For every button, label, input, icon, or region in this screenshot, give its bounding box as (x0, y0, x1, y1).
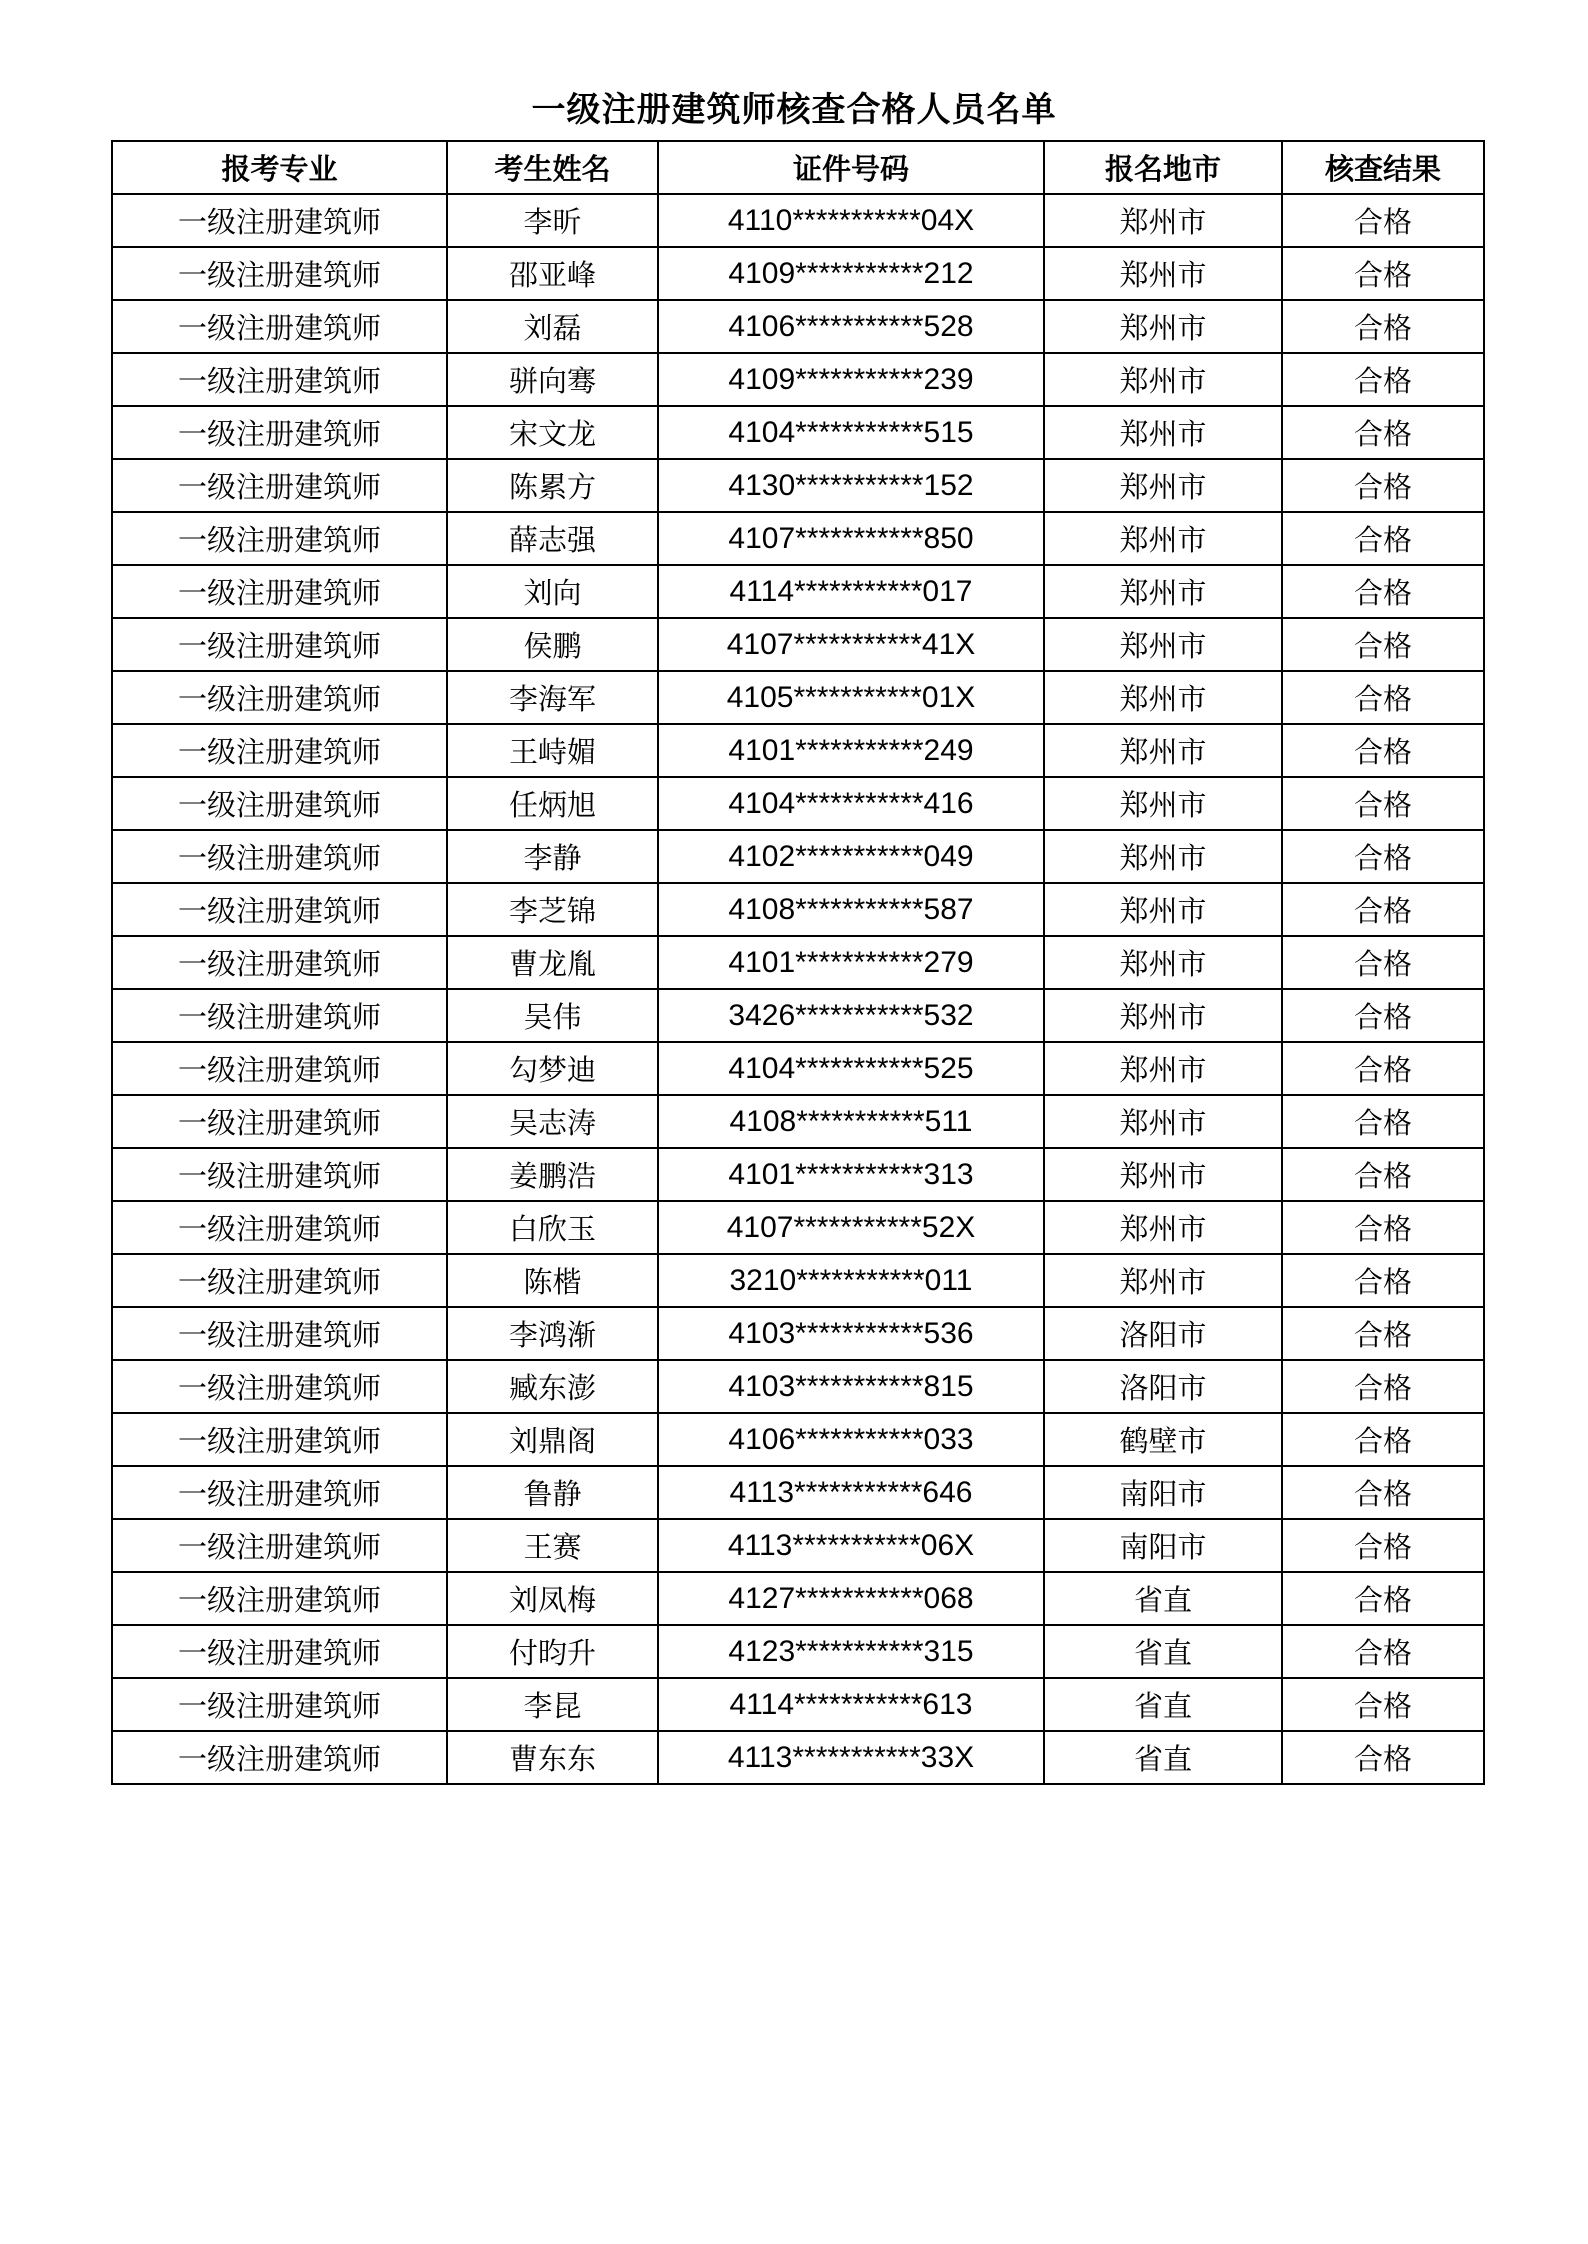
candidate-name-cell: 曹东东 (447, 1731, 658, 1784)
specialty-cell: 一级注册建筑师 (112, 671, 447, 724)
city-cell: 郑州市 (1044, 194, 1282, 247)
candidate-name-cell: 姜鹏浩 (447, 1148, 658, 1201)
candidate-name-cell: 吴志涛 (447, 1095, 658, 1148)
candidate-name-cell: 鲁静 (447, 1466, 658, 1519)
result-cell: 合格 (1282, 353, 1484, 406)
candidate-name-cell: 刘凤梅 (447, 1572, 658, 1625)
specialty-cell: 一级注册建筑师 (112, 300, 447, 353)
result-cell: 合格 (1282, 1413, 1484, 1466)
table-row (112, 1042, 1484, 1095)
specialty-cell: 一级注册建筑师 (112, 1254, 447, 1307)
table-row (112, 1254, 1484, 1307)
table-row (112, 1572, 1484, 1625)
specialty-cell: 一级注册建筑师 (112, 989, 447, 1042)
id-number-cell: 4101***********313 (658, 1148, 1044, 1201)
specialty-cell: 一级注册建筑师 (112, 565, 447, 618)
candidate-name-cell: 王峙媚 (447, 724, 658, 777)
id-number-cell: 4113***********646 (658, 1466, 1044, 1519)
id-number-cell: 4104***********515 (658, 406, 1044, 459)
table-row (112, 565, 1484, 618)
city-cell: 省直 (1044, 1572, 1282, 1625)
candidate-name-cell: 任炳旭 (447, 777, 658, 830)
result-cell: 合格 (1282, 830, 1484, 883)
table-row (112, 512, 1484, 565)
table-row (112, 1360, 1484, 1413)
id-number-cell: 4107***********52X (658, 1201, 1044, 1254)
id-number-cell: 4130***********152 (658, 459, 1044, 512)
table-row (112, 406, 1484, 459)
candidate-name-cell: 侯鹏 (447, 618, 658, 671)
specialty-cell: 一级注册建筑师 (112, 406, 447, 459)
candidate-name-cell: 薛志强 (447, 512, 658, 565)
column-header-specialty: 报考专业 (112, 141, 447, 194)
id-number-cell: 4106***********528 (658, 300, 1044, 353)
candidate-name-cell: 骈向骞 (447, 353, 658, 406)
result-cell: 合格 (1282, 1466, 1484, 1519)
specialty-cell: 一级注册建筑师 (112, 1307, 447, 1360)
id-number-cell: 4108***********511 (658, 1095, 1044, 1148)
specialty-cell: 一级注册建筑师 (112, 1042, 447, 1095)
id-number-cell: 4127***********068 (658, 1572, 1044, 1625)
candidate-name-cell: 付昀升 (447, 1625, 658, 1678)
id-number-cell: 4114***********017 (658, 565, 1044, 618)
table-row (112, 618, 1484, 671)
id-number-cell: 4106***********033 (658, 1413, 1044, 1466)
city-cell: 郑州市 (1044, 724, 1282, 777)
specialty-cell: 一级注册建筑师 (112, 830, 447, 883)
specialty-cell: 一级注册建筑师 (112, 1625, 447, 1678)
candidate-name-cell: 陈累方 (447, 459, 658, 512)
table-row (112, 247, 1484, 300)
specialty-cell: 一级注册建筑师 (112, 353, 447, 406)
city-cell: 洛阳市 (1044, 1307, 1282, 1360)
candidate-name-cell: 陈楷 (447, 1254, 658, 1307)
result-cell: 合格 (1282, 194, 1484, 247)
table-row (112, 1307, 1484, 1360)
table-row (112, 1731, 1484, 1784)
candidate-name-cell: 李昕 (447, 194, 658, 247)
specialty-cell: 一级注册建筑师 (112, 1678, 447, 1731)
specialty-cell: 一级注册建筑师 (112, 1572, 447, 1625)
specialty-cell: 一级注册建筑师 (112, 724, 447, 777)
city-cell: 郑州市 (1044, 512, 1282, 565)
city-cell: 郑州市 (1044, 618, 1282, 671)
result-cell: 合格 (1282, 1095, 1484, 1148)
city-cell: 郑州市 (1044, 300, 1282, 353)
id-number-cell: 4107***********850 (658, 512, 1044, 565)
candidate-name-cell: 李海军 (447, 671, 658, 724)
result-cell: 合格 (1282, 671, 1484, 724)
id-number-cell: 4101***********279 (658, 936, 1044, 989)
table-row (112, 1148, 1484, 1201)
id-number-cell: 4114***********613 (658, 1678, 1044, 1731)
city-cell: 鹤壁市 (1044, 1413, 1282, 1466)
id-number-cell: 4104***********525 (658, 1042, 1044, 1095)
candidate-name-cell: 李鸿渐 (447, 1307, 658, 1360)
result-cell: 合格 (1282, 459, 1484, 512)
id-number-cell: 4109***********212 (658, 247, 1044, 300)
city-cell: 郑州市 (1044, 565, 1282, 618)
result-cell: 合格 (1282, 1731, 1484, 1784)
table-row (112, 671, 1484, 724)
result-cell: 合格 (1282, 247, 1484, 300)
city-cell: 省直 (1044, 1625, 1282, 1678)
city-cell: 郑州市 (1044, 247, 1282, 300)
candidate-name-cell: 李芝锦 (447, 883, 658, 936)
id-number-cell: 4110***********04X (658, 194, 1044, 247)
table-row (112, 883, 1484, 936)
table-body (112, 194, 1484, 1784)
result-cell: 合格 (1282, 406, 1484, 459)
specialty-cell: 一级注册建筑师 (112, 936, 447, 989)
city-cell: 郑州市 (1044, 1148, 1282, 1201)
table-row (112, 1466, 1484, 1519)
city-cell: 郑州市 (1044, 989, 1282, 1042)
candidate-name-cell: 李静 (447, 830, 658, 883)
specialty-cell: 一级注册建筑师 (112, 1360, 447, 1413)
candidate-name-cell: 刘向 (447, 565, 658, 618)
id-number-cell: 4123***********315 (658, 1625, 1044, 1678)
table-row (112, 1625, 1484, 1678)
result-cell: 合格 (1282, 1307, 1484, 1360)
id-number-cell: 4101***********249 (658, 724, 1044, 777)
result-cell: 合格 (1282, 1148, 1484, 1201)
specialty-cell: 一级注册建筑师 (112, 1731, 447, 1784)
column-header-name: 考生姓名 (447, 141, 658, 194)
table-row (112, 1413, 1484, 1466)
table-row (112, 936, 1484, 989)
specialty-cell: 一级注册建筑师 (112, 1148, 447, 1201)
candidate-name-cell: 王赛 (447, 1519, 658, 1572)
result-cell: 合格 (1282, 1254, 1484, 1307)
city-cell: 郑州市 (1044, 459, 1282, 512)
city-cell: 郑州市 (1044, 1095, 1282, 1148)
id-number-cell: 4107***********41X (658, 618, 1044, 671)
result-cell: 合格 (1282, 618, 1484, 671)
candidate-name-cell: 臧东澎 (447, 1360, 658, 1413)
id-number-cell: 4102***********049 (658, 830, 1044, 883)
table-row (112, 777, 1484, 830)
result-cell: 合格 (1282, 1201, 1484, 1254)
result-cell: 合格 (1282, 300, 1484, 353)
table-row (112, 300, 1484, 353)
result-cell: 合格 (1282, 724, 1484, 777)
column-header-city: 报名地市 (1044, 141, 1282, 194)
id-number-cell: 3210***********011 (658, 1254, 1044, 1307)
id-number-cell: 4109***********239 (658, 353, 1044, 406)
city-cell: 郑州市 (1044, 883, 1282, 936)
result-cell: 合格 (1282, 565, 1484, 618)
candidate-name-cell: 邵亚峰 (447, 247, 658, 300)
table-row (112, 1519, 1484, 1572)
city-cell: 洛阳市 (1044, 1360, 1282, 1413)
candidate-name-cell: 勾梦迪 (447, 1042, 658, 1095)
city-cell: 郑州市 (1044, 1042, 1282, 1095)
candidate-name-cell: 刘鼎阁 (447, 1413, 658, 1466)
id-number-cell: 4113***********06X (658, 1519, 1044, 1572)
qualified-candidates-table (111, 140, 1485, 1785)
candidate-name-cell: 吴伟 (447, 989, 658, 1042)
city-cell: 郑州市 (1044, 1201, 1282, 1254)
city-cell: 郑州市 (1044, 1254, 1282, 1307)
candidate-name-cell: 白欣玉 (447, 1201, 658, 1254)
result-cell: 合格 (1282, 936, 1484, 989)
specialty-cell: 一级注册建筑师 (112, 883, 447, 936)
specialty-cell: 一级注册建筑师 (112, 1413, 447, 1466)
result-cell: 合格 (1282, 512, 1484, 565)
specialty-cell: 一级注册建筑师 (112, 618, 447, 671)
table-row (112, 1095, 1484, 1148)
candidate-name-cell: 刘磊 (447, 300, 658, 353)
city-cell: 郑州市 (1044, 406, 1282, 459)
specialty-cell: 一级注册建筑师 (112, 1201, 447, 1254)
specialty-cell: 一级注册建筑师 (112, 1519, 447, 1572)
city-cell: 南阳市 (1044, 1466, 1282, 1519)
candidate-name-cell: 曹龙胤 (447, 936, 658, 989)
table-row (112, 1678, 1484, 1731)
table-row (112, 724, 1484, 777)
id-number-cell: 4105***********01X (658, 671, 1044, 724)
specialty-cell: 一级注册建筑师 (112, 194, 447, 247)
result-cell: 合格 (1282, 989, 1484, 1042)
specialty-cell: 一级注册建筑师 (112, 512, 447, 565)
id-number-cell: 4108***********587 (658, 883, 1044, 936)
city-cell: 郑州市 (1044, 777, 1282, 830)
city-cell: 郑州市 (1044, 830, 1282, 883)
candidate-name-cell: 李昆 (447, 1678, 658, 1731)
result-cell: 合格 (1282, 883, 1484, 936)
table-header-row (112, 141, 1484, 194)
candidate-name-cell: 宋文龙 (447, 406, 658, 459)
city-cell: 郑州市 (1044, 936, 1282, 989)
result-cell: 合格 (1282, 1042, 1484, 1095)
specialty-cell: 一级注册建筑师 (112, 459, 447, 512)
table-row (112, 1201, 1484, 1254)
result-cell: 合格 (1282, 1625, 1484, 1678)
table-row (112, 830, 1484, 883)
city-cell: 郑州市 (1044, 671, 1282, 724)
table-row (112, 459, 1484, 512)
city-cell: 南阳市 (1044, 1519, 1282, 1572)
table-row (112, 194, 1484, 247)
page-title: 一级注册建筑师核查合格人员名单 (531, 90, 1057, 130)
result-cell: 合格 (1282, 1572, 1484, 1625)
column-header-id-number: 证件号码 (658, 141, 1044, 194)
specialty-cell: 一级注册建筑师 (112, 1095, 447, 1148)
table-row (112, 353, 1484, 406)
id-number-cell: 4103***********815 (658, 1360, 1044, 1413)
specialty-cell: 一级注册建筑师 (112, 777, 447, 830)
result-cell: 合格 (1282, 777, 1484, 830)
id-number-cell: 4113***********33X (658, 1731, 1044, 1784)
city-cell: 省直 (1044, 1731, 1282, 1784)
result-cell: 合格 (1282, 1360, 1484, 1413)
id-number-cell: 3426***********532 (658, 989, 1044, 1042)
specialty-cell: 一级注册建筑师 (112, 247, 447, 300)
city-cell: 省直 (1044, 1678, 1282, 1731)
table-row (112, 989, 1484, 1042)
id-number-cell: 4103***********536 (658, 1307, 1044, 1360)
column-header-result: 核查结果 (1282, 141, 1484, 194)
city-cell: 郑州市 (1044, 353, 1282, 406)
result-cell: 合格 (1282, 1678, 1484, 1731)
result-cell: 合格 (1282, 1519, 1484, 1572)
specialty-cell: 一级注册建筑师 (112, 1466, 447, 1519)
id-number-cell: 4104***********416 (658, 777, 1044, 830)
